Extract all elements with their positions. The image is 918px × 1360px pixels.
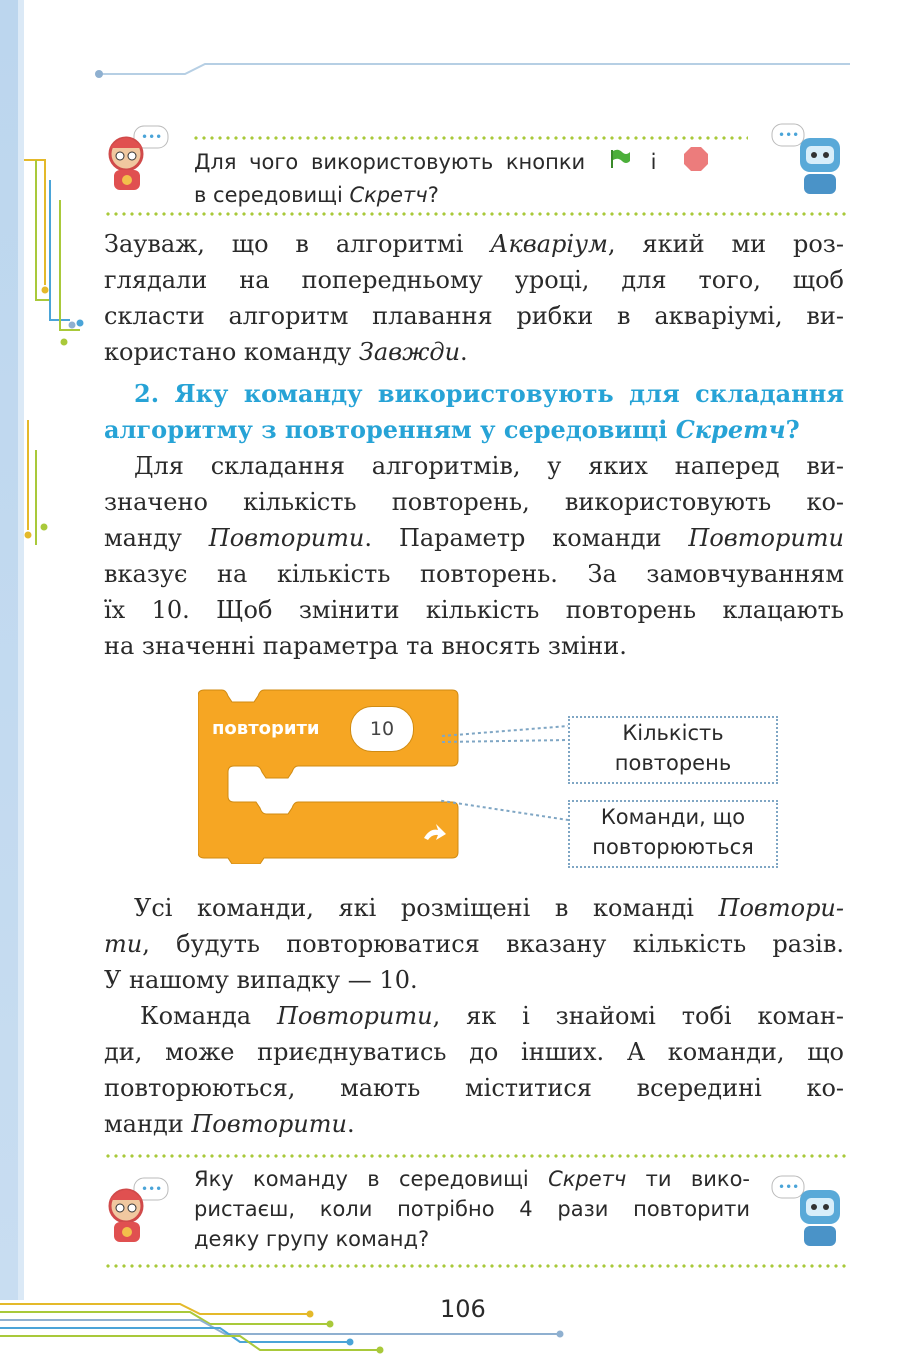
repeat-block-figure: [198, 688, 460, 868]
boy-robot-mascot-icon: [770, 118, 850, 198]
svg-text:•••: •••: [141, 130, 163, 144]
section-heading: 2. Яку команду використовують для складання алгоритму з повторенням у середовищі Скретч?: [104, 379, 844, 444]
dotted-rule: [104, 212, 848, 216]
question-top-line2: в середовищі Скретч?: [194, 183, 439, 207]
question-top: [194, 146, 754, 210]
paragraph-4: Команда Повторити, як і знайомі тобі коман- ди, може приєднуватись до інших. А команди, що повторюються, мають міститися всередині ко- манди Повторити.: [104, 1002, 844, 1138]
circuit-decoration: [0, 0, 110, 560]
paragraph-1: Зауваж, що в алгоритмі Акваріум, який ми роз- глядали на попередньому уроці, для того, щоб скласти алгоритм плавання рибки в акваріумі, ви- користано команду Завжди.: [104, 230, 844, 366]
girl-robot-mascot-icon: [98, 118, 178, 198]
question-bottom: Яку команду в середовищі Скретч ти вико- ристаєш, коли потрібно 4 рази повторити деяку групу команд?: [194, 1167, 750, 1251]
question-top-line1: Для чого використовують кнопки і: [194, 146, 754, 180]
green-flag-icon: [608, 148, 632, 178]
svg-text:•••: •••: [778, 128, 800, 142]
callout-repeated-commands: Команди, що повторюються: [568, 800, 778, 868]
svg-text:•••: •••: [778, 1180, 800, 1194]
dotted-rule: [104, 1154, 848, 1158]
paragraph-3: Усі команди, які розміщені в команді Повтори- ти, будуть повторюватися вказану кількість разів. У нашому випадку — 10.: [104, 894, 844, 994]
callout-leaders: [440, 720, 580, 830]
boy-robot-mascot-icon: [770, 1170, 850, 1250]
top-rule: [95, 62, 855, 82]
repeat-block-shape: [198, 688, 460, 864]
dotted-rule: [104, 1264, 848, 1268]
repeat-count-field[interactable]: 10: [350, 706, 414, 752]
stop-sign-icon: [683, 146, 709, 180]
callout-repeat-count: Кількість повторень: [568, 716, 778, 784]
girl-robot-mascot-icon: [98, 1170, 178, 1250]
repeat-block-label: повторити: [212, 718, 320, 739]
svg-text:•••: •••: [141, 1182, 163, 1196]
bottom-circuit-decoration: [0, 1270, 600, 1360]
dotted-rule: [192, 136, 748, 140]
page-number: 106: [440, 1295, 486, 1323]
paragraph-2: Для складання алгоритмів, у яких наперед ви- значено кількість повторень, використовують ко- манду Повторити. Параметр команди Повторити вказує на кількість повторень. За замовчуванням їх 10. Щоб змінити кількість повторень клацають на значенні параметра та вносять зміни.: [104, 452, 844, 660]
